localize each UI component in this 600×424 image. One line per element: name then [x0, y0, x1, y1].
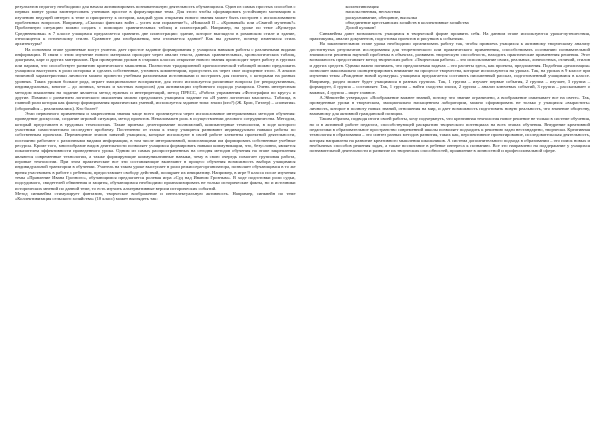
- paragraph: результатов педагогу необходимо для начала активизировать познавательную деятельность обучающихся. Один из самых простых способов с первых минут урока заинтересовать учеников простое в формулировке тема. Для этого чтобы сформировать устойчивую мотивацию к изучению ведущей интерес к теме и приоритету к истории, каждый урок открытия нового знания может быть построен с использованием проблемных вопросов. Например, «Сколько финских войн – успех или поражение?», «Николай II – «Кровавый» или «Святой мученик?» Проблемную ситуацию можно создать с помощью сравнительных таблиц и иллюстраций. Например, на уроке по теме «Культура Средневековья» в 7 классе учащимся предлагается сравнить две иллюстрации: здание, которое выглядело в романском стиле и здание, относящееся к готическому стилю. Сравните два изображения, чем отличается здание? Как вы думаете, почему изменился стиль архитектуры?: [15, 4, 296, 47]
- paragraph: На основном этапе уровневые могут учитель дает простое задание формирования у учащихся навыков работы с различными видами информации. В связи с этим изучение нового материала проходит через анализ текста, данных сравнительных, хронологических таблиц, диаграмм, карт и других материалов. При проведении уроков в старших классах открытие нового знания происходит через работу в группах или парами, что способствует развитию критического мышления. Полностью традиционной хронологической таблицей можно предложить учащимся выступить в роли историка и сделать собственные, уточнить комментарии, пропустить их через свое ощущение этого. А анализ типичной характеристики личности можно провести учебным различными источниками и построить для полного, с которыми на разных уровнях. Таких уроков больше рода, играет эмоциональное восприятие, для этого используется различные вопросы (от репродуктивных, индивидуальных, многие – до личных, четких и частных вопросов) для активизации глубинного подхода учащихся. Очень интересным методом мышления на задание является метод нужных и интерпретаций, метод ПРЕСС, «Работа упражнения «Фотографии по кругу» и другие. Помимо с развитием логического мышления можно предложить учащимся задание на «Я умею логически мыслить». Таблица, в главной роли которая как фактор формирования практических умений, используется задание типа: знали (кто?) (Ж. Брис, Гитлер) – «понятия» (обороняйся – реализовались). Кто более?: [15, 46, 296, 111]
- paragraph: Таким образом, подводя итоги своей работы, хочу подчеркнуть, что креативная технология новое решение не только в системе обучения, но и в активной работе педагога, способствующей раскрытию творческого потенциала на всех этапах обучения. Внедрение креативной педагогики в образовательное пространство современной школы позволяет подходить к решению задач нестандартно, творчески. Креативная технология в образовании – это синтез разных методов развития, таких как, перспективное проектирование, исследовательская деятельность, которая направлена на развитие креативного мышления школьников. А система дополнительного подхода в образовании – это поиск новых и необычных способов решения задач, а также воспитание в ребенке интереса к познанию. Все это направлено на поддержание у учащихся познавательной деятельности и развитие их творческих способностей, проявление в личностной и профессиональной сфере.: [309, 116, 590, 154]
- list-item: насильственная, несчастная: [345, 9, 401, 15]
- paragraph: На заключительном этапе урока необходимо организовать работу так, чтобы привлечь учащихся к активному творческому анализу достигнутых результатов исследования для теоретического или практического применения, способствовать осознанию познавательной значимости решения научной проблемы в объектах, развивать творческую способность, находить практические применения решения. Этот возможность предоставляет метод творческих работ. «Творческая работа» – это использование своих, реальных, личностных, отличий, стилов и других средств. Однако важно понимать, что предлагаемая задачах – это расчеты здесь, как проекты, предложения. Подобная «реализация» позволяет максимально сконцентрировать внимание на процессе творчества, которые используются на уроках. Так, на уроках в 9 классе при изучении темы «Рождение новой культуры» учащимся предлагается составить письменный рассказ, подготовленный учащимися в классе. Например, раздел может будет учащимися в разных группах. Так, 1 группа – изучает первые события, 2 группа – изучает, 3 группа – формирует, 4 группа – составляет. Так, 1 группа – найти сходство эпохи, 2 группа – анализ ключевых событий, 3 группа – рассказывает о важных, 4 группа – ищет главное.: [309, 41, 591, 95]
- left-text-column: [15, 4, 296, 420]
- list-item: коллективизация: [345, 4, 379, 9]
- paragraph: А.Эйнштейн утверждал: «Воображение важнее знаний, потому что знание ограничено, а воображение охватывает все на свете». Так, проведенные уроки в творческом, эмоционально насыщенном лаборатории, можно сформировать не только у учащихся «вырастить» личность, которое в полноту новых знаний, отношения на мир, и дает возможность подготовить новую реальность, что значение обществу, взаимному для активной гражданской позиции.: [309, 94, 590, 116]
- list-item: раскулачивание, обещание, высылка: [345, 14, 418, 20]
- list-item: Долой кулаков!: [345, 25, 376, 31]
- list-item: объединение крестьянских хозяйств в коллективные хозяйства: [345, 20, 469, 26]
- synquain-list: [346, 4, 591, 31]
- paragraph: Метод синквейна стимулирует фантазию, творческое воображение и интеллектуальную активность. Например, синквейн по теме «Коллективизация сельского хозяйства» (10 класс) может выглядеть так:: [15, 191, 296, 202]
- paragraph: Этап первичного применения и закрепления знания чаще всего организуется через использование интерактивных методов обучения: проведение дискуссии, создание игровой ситуации, метод проектов. Немаловажен роль в осуществлении делового сотрудничества. Методом, который представлен в трудовых технологиях. Такие приемы: делегирование полномочий, компьютерные технологии, в ходе которого участники самостоятельно исследуют проблему. Постепенно от этапа к этапу учащиеся развивают индивидуально навыки работы по собственным проектам. Перемещение этапов занятий учащихся, которые используют в своей работе элементы проектной деятельности, постоянно работают с различными видами информации, в том числе интерактивной, помогающими им формировать собственные учебные ресурсы. Кроме того, многообразие видов деятельности позволяет учащимся формировать навыки коммуникации, что, безусловно, является показателем эффективности проведенного урока. Одним из самых распространенных на сегодня методов обучения на этапе закрепления являются современные технологии, а также формирующие коммуникативные навыки, чему в свою очередь помогает групповая работа, игровые технологии. При этом практические все эти составляющие включают в процесс обучения возможность выбора учащимися индивидуальной траектории в обучении. Учитель на таком уроке выступает в роли режиссера-организатора, позволяет обучающимся в то же время участвовать в работе с ребенком, предоставляет свободу действий, поощряет их инициативу. Например, в игре 9 класса после изучения темы «Правление Ивана Грозного», обучающимся предлагается ролевая игра «Суд над Иваном Грозным». В ходе подготовки роли судьи, подсудимого, свидетелей обвинения и защиты, обучающимся необходимо проанализировать не только исторические факты, но и источники исторических мнений по данной теме, то есть изучить альтернативные версии исторических событий.: [15, 110, 296, 191]
- paragraph: Синквейны дают возможность учащимся в творческой форме проявить себя. На данном этапе используются уроки-путешествия, практикумы, анализ документов, подготовка проектов и рисунков к событиям.: [309, 30, 590, 42]
- right-text-column: [310, 4, 591, 420]
